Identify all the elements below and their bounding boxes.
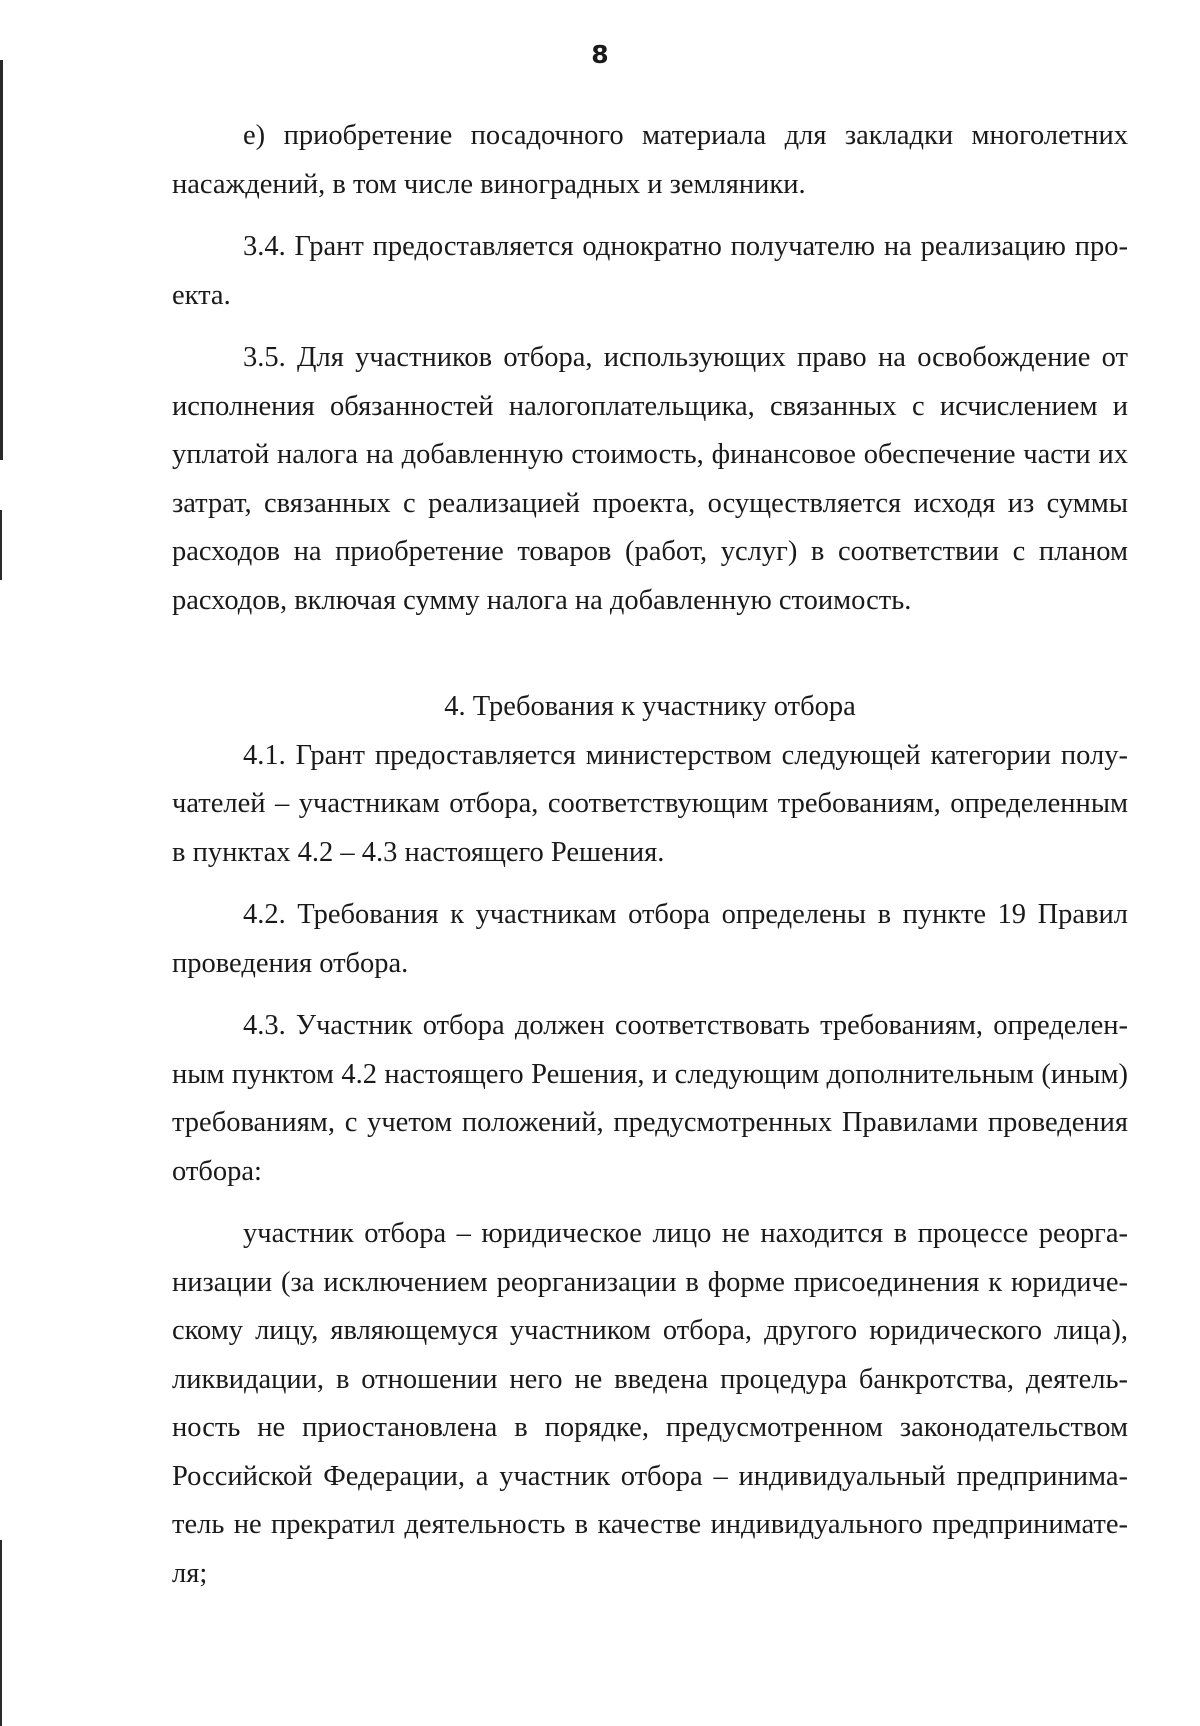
scan-edge-mark [0,510,2,580]
paragraph-4-3-requirement: участник отбора – юридическое лицо не находится в процессе реорганизации (за исключением реорганизации в форме присоединения к юридическому лицу, являющемуся участником отбора, другого юридического лица), ликвидации, в отношении него не введена процедура банкротства, деятельность не приостановлена в порядке, предусмотренном законодательством Российской Федерации, а участник отбора – индивидуальный предприниматель не прекратил деятельность в качестве индивидуального предпринимателя; [172,1218,1128,1589]
paragraph-3-5: 3.5. Для участников отбора, использующих право на освобождение от исполнения обязанностей налогоплательщика, связанных с исчислением и уплатой налога на добавленную стоимость, финансовое обеспечение части их затрат, связанных с реализацией проекта, осуществляется исходя из суммы расходов на приобретение товаров (работ, услуг) в соответствии с планом расходов, включая сумму налога на добавленную стоимость. [172,342,1128,616]
paragraph-4-2: 4.2. Требования к участникам отбора определены в пункте 19 Правил проведения отбора. [172,899,1128,979]
paragraph-4-3: 4.3. Участник отбора должен соответствовать требованиям, определенным пунктом 4.2 настоящего Решения, и следующим дополнительным (иным) требованиям, с учетом положений, предусмотренных Правилами проведения отбора: [172,1010,1128,1187]
page-number: 8 [591,40,609,69]
section-heading-4: 4. Требования к участнику отбора [444,691,856,722]
scan-edge-mark [0,1540,2,1726]
paragraph-3-4: 3.4. Грант предоставляется однократно получателю на реализацию проекта. [172,231,1128,311]
scan-edge-mark [0,60,3,460]
paragraph-4-1: 4.1. Грант предоставляется министерством следующей категории получателей – участникам отбора, соответствующим требованиям, определенным в пунктах 4.2 – 4.3 настоящего Решения. [172,739,1128,868]
document-body [172,112,1128,1612]
paragraph-3-3-e: е) приобретение посадочного материала для закладки многолетних насаждений, в том числе виноградных и земляники. [172,120,1128,200]
